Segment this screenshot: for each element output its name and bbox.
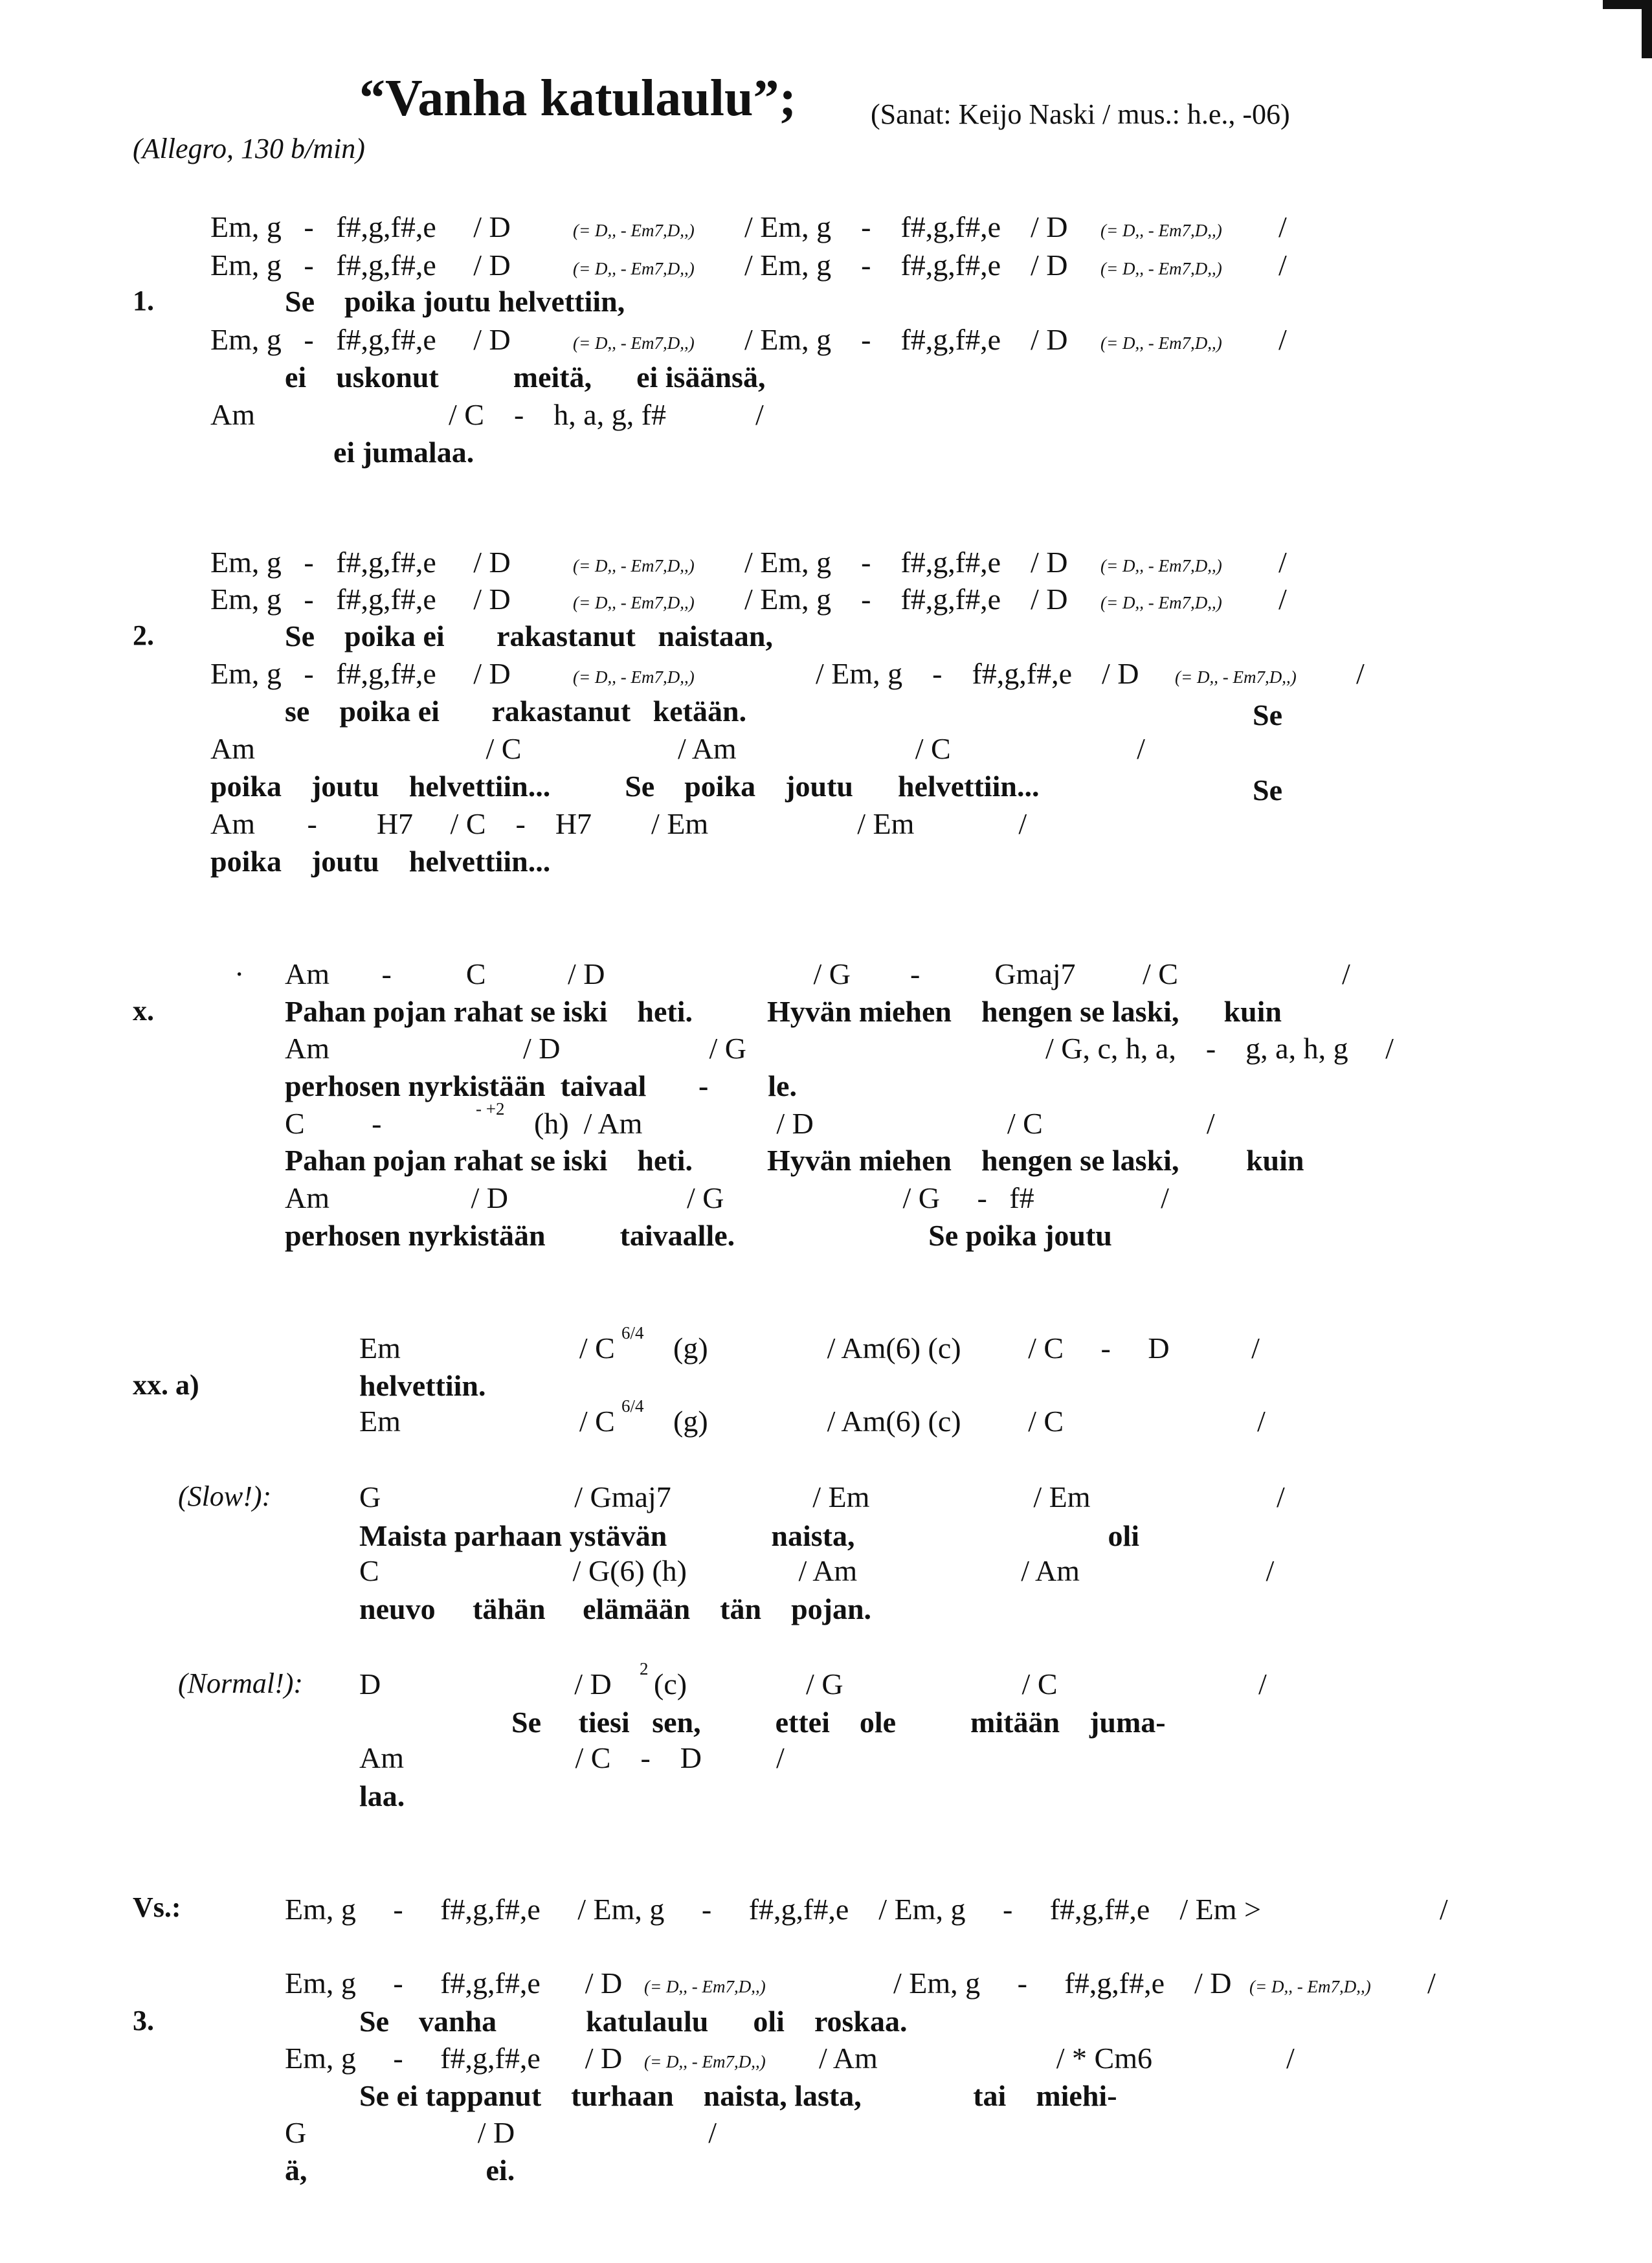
chord-annotation: (= D,, - Em7,D,,) <box>573 221 695 240</box>
scan-edge-mark <box>1642 0 1652 58</box>
lyric-line: poika joutu helvettiin... <box>210 845 551 878</box>
chord-line: Em / C <box>359 1332 615 1365</box>
chord-annotation: (= D,, - Em7,D,,) <box>573 556 695 575</box>
section-label: xx. a) <box>133 1369 199 1401</box>
chord-line: Em, g - f#,g,f#,e / D <box>210 583 511 616</box>
chord-line: (h) / Am / D / C / <box>534 1107 1215 1140</box>
bar-line: / <box>1356 657 1365 690</box>
song-title: “Vanha katulaulu”; <box>359 70 797 127</box>
lyric-line: Se vanha katulaulu oli roskaa. <box>359 2005 908 2038</box>
chord-line: G / Gmaj7 / Em / Em / <box>359 1480 1285 1513</box>
bar-line: / <box>1278 323 1287 356</box>
chord-line: G / D / <box>285 2116 717 2149</box>
chord-line: Em, g - f#,g,f#,e / D <box>210 249 511 282</box>
bar-line: / <box>1278 249 1287 282</box>
lyric-line: se poika ei rakastanut ketään. <box>285 695 747 728</box>
chord-line: (c) / G / C / <box>654 1667 1267 1700</box>
lyric-line: Pahan pojan rahat se iski heti. Hyvän miehen hengen se laski, kuin <box>285 995 1282 1028</box>
song-credits: (Sanat: Keijo Naski / mus.: h.e., -06) <box>871 98 1290 130</box>
chord-line: (g) / Am(6) (c) / C / <box>673 1405 1266 1438</box>
lyric-line: Se poika joutu helvettiin, <box>285 285 625 318</box>
chord-annotation: (= D,, - Em7,D,,) <box>1100 259 1222 278</box>
chord-annotation: (= D,, - Em7,D,,) <box>644 2052 766 2071</box>
lyric-line: ä, ei. <box>285 2154 515 2187</box>
chord-line: Am / C - D / <box>359 1741 785 1774</box>
verse-number: 3. <box>133 2005 154 2036</box>
chord-superscript: 2 <box>640 1659 649 1678</box>
chord-line: Am / D / G <box>285 1032 746 1065</box>
chord-superscript: - +2 <box>476 1099 505 1119</box>
lyric-line: laa. <box>359 1779 405 1812</box>
lyric-line: ei jumalaa. <box>333 436 474 469</box>
chord-line: Am - C / D / G - Gmaj7 / C / <box>285 957 1350 990</box>
chord-line: C / G(6) (h) / Am / Am / <box>359 1554 1275 1587</box>
dot-mark: · <box>234 957 245 990</box>
chord-annotation: (= D,, - Em7,D,,) <box>1100 221 1222 240</box>
lyric-line: Se <box>1253 698 1282 731</box>
chord-line: (g) / Am(6) (c) / C - D / <box>673 1332 1260 1365</box>
chord-line: Am / C / Am / C / <box>210 732 1145 765</box>
chord-annotation: (= D,, - Em7,D,,) <box>1100 593 1222 612</box>
chord-line: Am / D / G / G - f# / <box>285 1181 1169 1214</box>
chord-line: / Em, g - f#,g,f#,e / D <box>744 210 1068 243</box>
lyric-line: helvettiin. <box>359 1369 486 1402</box>
chord-line: / G, c, h, a, - g, a, h, g / <box>1045 1032 1394 1065</box>
tempo-direction: (Normal!): <box>178 1667 304 1699</box>
lyric-line: Pahan pojan rahat se iski heti. Hyvän miehen hengen se laski, kuin <box>285 1144 1304 1177</box>
lyric-line: Se <box>1253 774 1282 807</box>
lyric-line: Se ei tappanut turhaan naista, lasta, tai miehi- <box>359 2079 1117 2112</box>
chord-line: C - <box>285 1107 382 1140</box>
lyric-line: perhosen nyrkistään taivaal - le. <box>285 1069 797 1102</box>
chord-annotation: (= D,, - Em7,D,,) <box>573 333 695 353</box>
verse-number: 1. <box>133 285 154 317</box>
bar-line: / <box>1427 1967 1436 2000</box>
lyric-line: ei uskonut meitä, ei isäänsä, <box>285 361 766 394</box>
chord-annotation: (= D,, - Em7,D,,) <box>644 1977 766 1996</box>
chord-line: Em, g - f#,g,f#,e / D <box>210 546 511 579</box>
chord-line: / Am / * Cm6 / <box>819 2042 1295 2075</box>
lyric-line: neuvo tähän elämään tän pojan. <box>359 1592 872 1625</box>
chord-superscript: 6/4 <box>621 1323 644 1343</box>
chord-line: Em, g - f#,g,f#,e / D <box>210 323 511 356</box>
bar-line: / <box>1278 583 1287 616</box>
chord-annotation: (= D,, - Em7,D,,) <box>1249 1977 1371 1996</box>
chord-line: Am - H7 / C - H7 / Em / Em / <box>210 807 1027 840</box>
tempo-marking: (Allegro, 130 b/min) <box>133 133 365 164</box>
chord-line: / Em, g - f#,g,f#,e / D <box>744 546 1068 579</box>
chord-annotation: (= D,, - Em7,D,,) <box>573 259 695 278</box>
chord-annotation: (= D,, - Em7,D,,) <box>1100 333 1222 353</box>
chord-line: Em / C <box>359 1405 615 1438</box>
lyric-line: poika joutu helvettiin... Se poika joutu helvettiin... <box>210 770 1040 803</box>
lyric-line: Maista parhaan ystävän naista, oli <box>359 1519 1140 1552</box>
chord-line: Am / C - h, a, g, f# / <box>210 398 764 431</box>
section-label: Vs.: <box>133 1891 181 1923</box>
bar-line: / <box>1278 546 1287 579</box>
chord-line: Em, g - f#,g,f#,e / D <box>285 2042 623 2075</box>
chord-line: Em, g - f#,g,f#,e / Em, g - f#,g,f#,e / Em, g - f#,g,f#,e / Em > / <box>285 1893 1448 1926</box>
chord-line: Em, g - f#,g,f#,e / D <box>210 657 511 690</box>
verse-number: 2. <box>133 619 154 651</box>
chord-line: / Em, g - f#,g,f#,e / D <box>744 249 1068 282</box>
tempo-direction: (Slow!): <box>178 1480 272 1512</box>
lyric-line: Se poika ei rakastanut naistaan, <box>285 619 774 652</box>
chord-line: / Em, g - f#,g,f#,e / D <box>744 323 1068 356</box>
chord-line: / Em, g - f#,g,f#,e / D <box>893 1967 1232 2000</box>
chord-annotation: (= D,, - Em7,D,,) <box>1100 556 1222 575</box>
chord-line: / Em, g - f#,g,f#,e / D <box>816 657 1139 690</box>
lyric-line: Se tiesi sen, ettei ole mitään juma- <box>511 1706 1166 1739</box>
lyric-line: perhosen nyrkistään taivaalle. Se poika joutu <box>285 1219 1112 1252</box>
bar-line: / <box>1278 210 1287 243</box>
chord-line: Em, g - f#,g,f#,e / D <box>285 1967 623 2000</box>
section-label: x. <box>133 995 154 1027</box>
chord-annotation: (= D,, - Em7,D,,) <box>573 667 695 687</box>
chord-annotation: (= D,, - Em7,D,,) <box>1175 667 1297 687</box>
chord-line: Em, g - f#,g,f#,e / D <box>210 210 511 243</box>
chord-line: / Em, g - f#,g,f#,e / D <box>744 583 1068 616</box>
chord-line: D / D <box>359 1667 612 1700</box>
chord-superscript: 6/4 <box>621 1396 644 1416</box>
chord-annotation: (= D,, - Em7,D,,) <box>573 593 695 612</box>
